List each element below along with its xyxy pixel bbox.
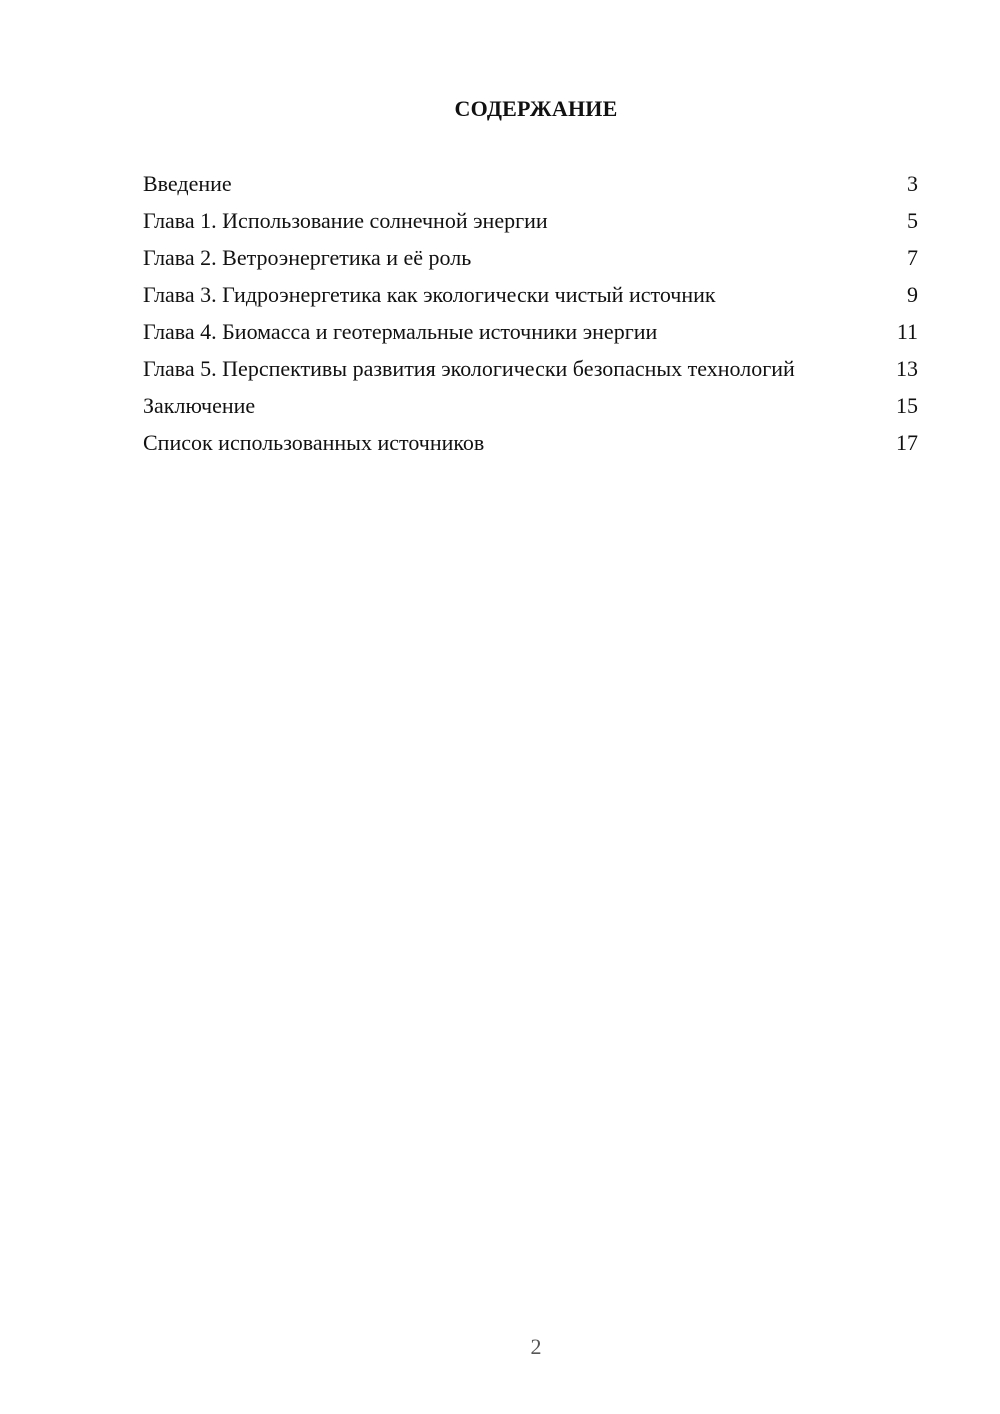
toc-entry (143, 281, 918, 308)
toc-entry-page: 3 (907, 171, 918, 196)
toc-entry (143, 244, 918, 271)
toc-entry-title: Глава 2. Ветроэнергетика и её роль (143, 245, 472, 270)
page-title: СОДЕРЖАНИЕ (454, 96, 618, 121)
toc-entry (143, 355, 918, 382)
toc-entry-page: 5 (907, 208, 918, 233)
toc-entry-page: 9 (907, 282, 918, 307)
toc-entry-page: 13 (896, 356, 918, 381)
toc-entry-page: 17 (896, 430, 918, 455)
table-of-contents (143, 170, 918, 466)
toc-entry-title: Введение (143, 171, 232, 196)
toc-entry (143, 170, 918, 197)
toc-entry-page: 15 (896, 393, 918, 418)
toc-entry-title: Глава 1. Использование солнечной энергии (143, 208, 548, 233)
toc-entry-title: Глава 5. Перспективы развития экологически безопасных технологий (143, 356, 795, 381)
toc-entry (143, 392, 918, 419)
page-number: 2 (530, 1334, 542, 1359)
toc-entry-title: Глава 4. Биомасса и геотермальные источники энергии (143, 319, 658, 344)
toc-entry-page: 11 (896, 319, 918, 344)
toc-entry-title: Список использованных источников (143, 430, 485, 455)
toc-entry-title: Заключение (143, 393, 256, 418)
toc-entry-title: Глава 3. Гидроэнергетика как экологически чистый источник (143, 282, 716, 307)
toc-entry-page: 7 (907, 245, 918, 270)
toc-entry (143, 207, 918, 234)
toc-entry (143, 318, 918, 345)
toc-entry (143, 429, 918, 456)
